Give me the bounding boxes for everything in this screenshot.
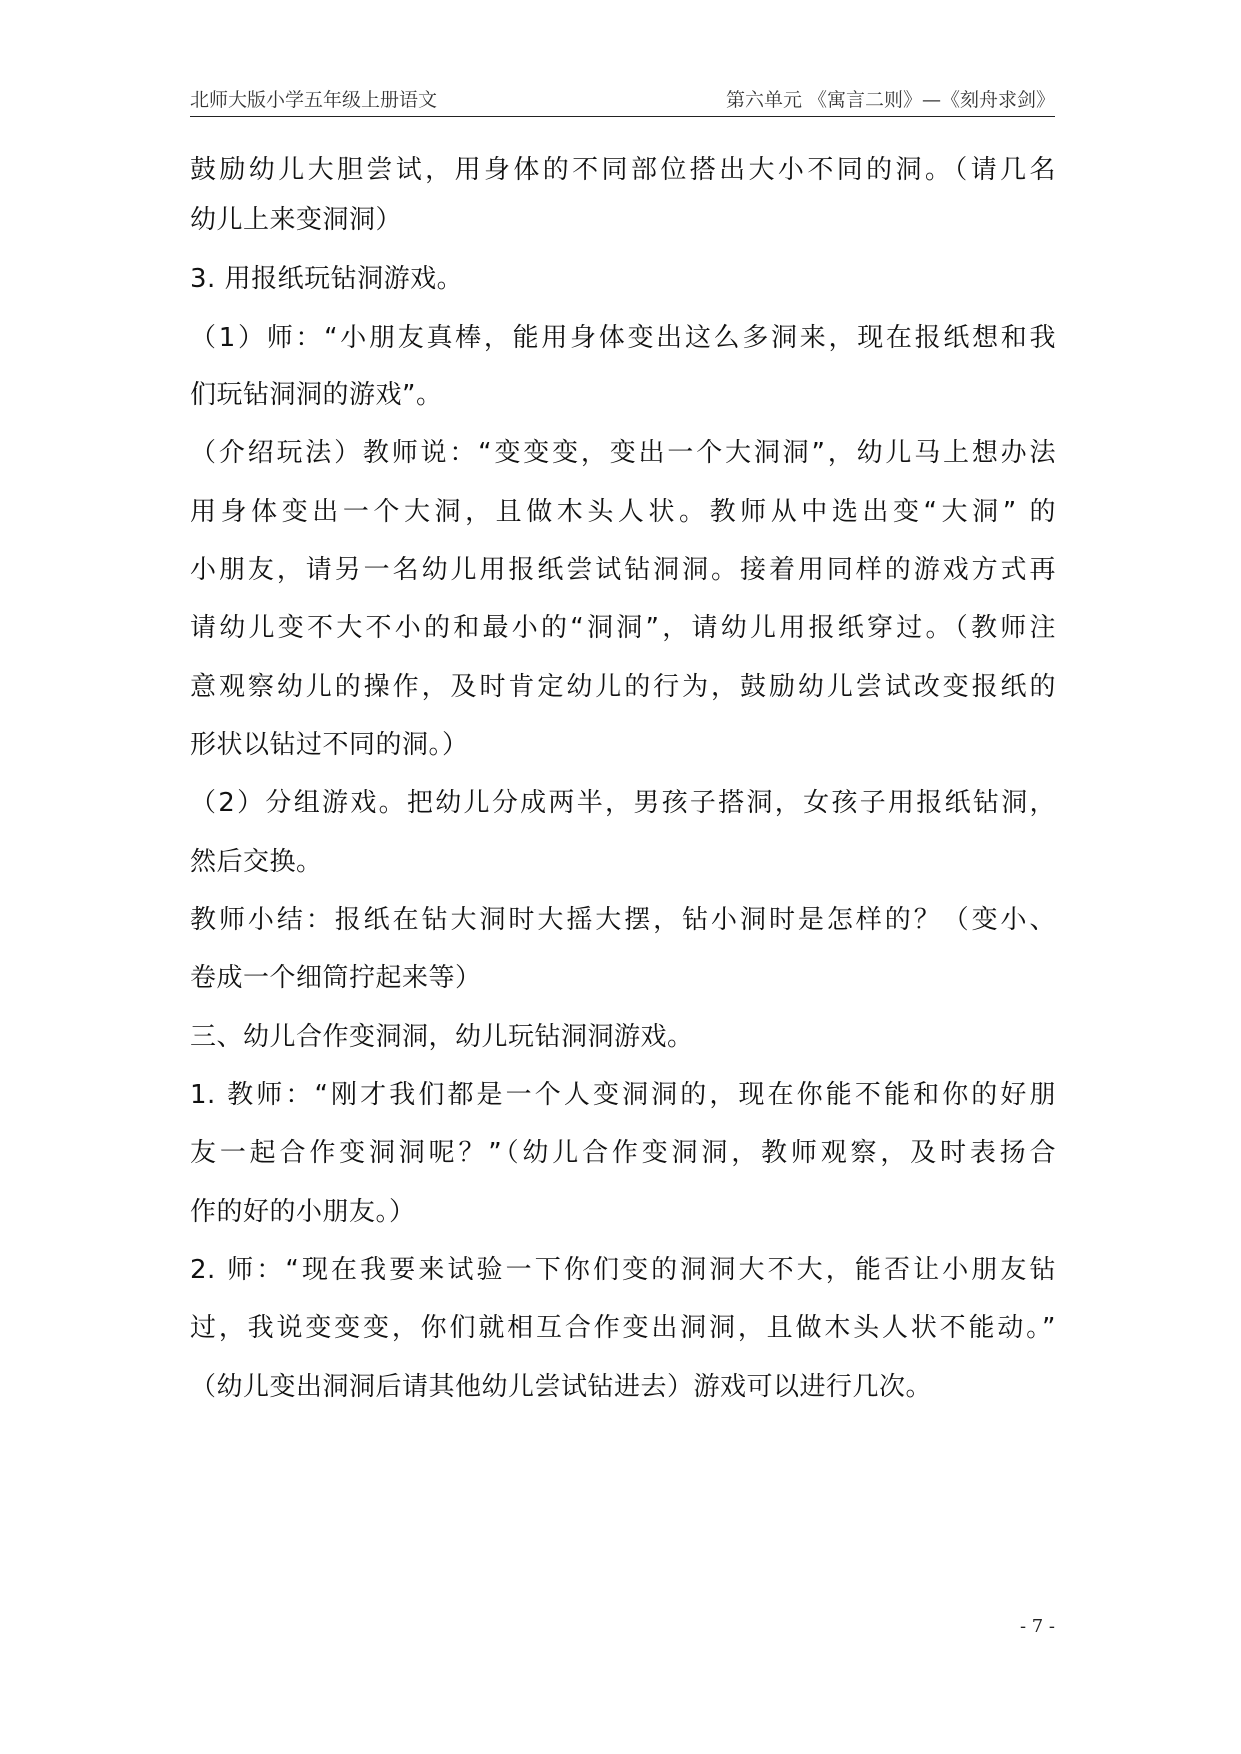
- header-unit-title: 第六单元 《寓言二则》—《刻舟求剑》: [725, 89, 1055, 111]
- text-line: 2. 师：“现在我要来试验一下你们变的洞洞大不大，能否让小朋友钻: [190, 1255, 1056, 1285]
- text-line: 用身体变出一个大洞，且做木头人状。教师从中选出变“大洞” 的: [190, 497, 1056, 527]
- text-line: 意观察幼儿的操作，及时肯定幼儿的行为，鼓励幼儿尝试改变报纸的: [190, 672, 1056, 702]
- page-number: - 7 -: [1019, 1616, 1055, 1637]
- text-line: 们玩钻洞洞的游戏”。: [190, 380, 443, 410]
- text-line: 作的好的小朋友。）: [190, 1197, 416, 1227]
- text-line: 鼓励幼儿大胆尝试，用身体的不同部位搭出大小不同的洞。（请几名: [190, 155, 1056, 185]
- text-line: 幼儿上来变洞洞）: [190, 205, 403, 235]
- text-line: 请幼儿变不大不小的和最小的“洞洞”，请幼儿用报纸穿过。（教师注: [190, 613, 1056, 643]
- text-line: 过，我说变变变，你们就相互合作变出洞洞，且做木头人状不能动。”: [190, 1313, 1056, 1343]
- text-line: 然后交换。: [190, 847, 323, 877]
- header-book-title: 北师大版小学五年级上册语文: [190, 89, 438, 111]
- text-line: 三、幼儿合作变洞洞，幼儿玩钻洞洞游戏。: [190, 1022, 694, 1052]
- text-line: （介绍玩法）教师说：“变变变，变出一个大洞洞”，幼儿马上想办法: [190, 438, 1056, 468]
- page-header: [190, 84, 1055, 117]
- text-line: 形状以钻过不同的洞。）: [190, 730, 469, 760]
- text-line: （2）分组游戏。把幼儿分成两半，男孩子搭洞，女孩子用报纸钻洞，: [190, 788, 1056, 818]
- text-line: 教师小结：报纸在钻大洞时大摇大摆，钻小洞时是怎样的？（变小、: [190, 905, 1056, 935]
- text-line: （1）师：“小朋友真棒，能用身体变出这么多洞来，现在报纸想和我: [190, 323, 1056, 353]
- text-line: 卷成一个细筒拧起来等）: [190, 963, 482, 993]
- text-line: 3. 用报纸玩钻洞游戏。: [190, 264, 464, 294]
- text-line: 1. 教师：“刚才我们都是一个人变洞洞的，现在你能不能和你的好朋: [190, 1080, 1056, 1110]
- text-line: （幼儿变出洞洞后请其他幼儿尝试钻进去）游戏可以进行几次。: [190, 1372, 933, 1402]
- text-line: 友一起合作变洞洞呢？”（幼儿合作变洞洞，教师观察，及时表扬合: [190, 1138, 1056, 1168]
- text-line: 小朋友，请另一名幼儿用报纸尝试钻洞洞。接着用同样的游戏方式再: [190, 555, 1056, 585]
